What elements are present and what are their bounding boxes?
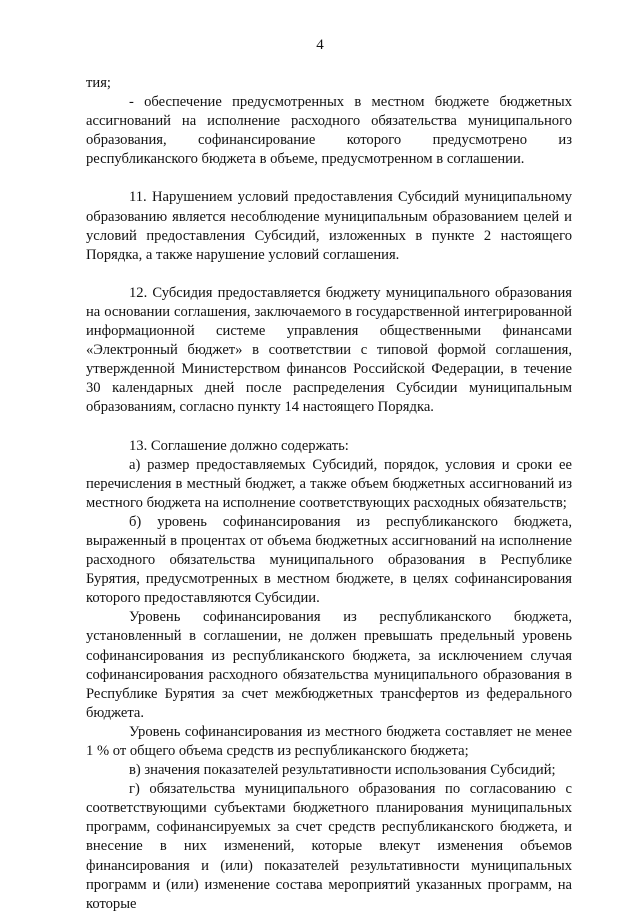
paragraph-item-12: 12. Субсидия предоставляется бюджету муниципального образования на основании соглашения, заключаемого в государственной интегрированной информационной системе управления общественными финансами «Электронный бюджет» в соответствии с типовой формой соглашения, утвержденной Министерством финансов Российской Федерации, в течение 30 календарных дней после распределения Субсидии муниципальным образованиям, согласно пункту 14 настоящего Порядка. [86, 284, 572, 416]
document-body [86, 74, 572, 914]
paragraph-subitem-a: а) размер предоставляемых Субсидий, порядок, условия и сроки ее перечисления в местный бюджет, а также объем бюджетных ассигнований из местного бюджета на исполнение соответствующих расходных обязательств; [86, 456, 572, 511]
page-number: 4 [316, 37, 324, 53]
paragraph-cofinancing-level: Уровень софинансирования из республиканского бюджета, установленный в соглашении, не должен превышать предельный уровень софинансирования из республиканского бюджета, за исключением случая софинансирования расходного обязательства муниципального образования в Республике Бурятия за счет межбюджетных трансфертов из федерального бюджета. [86, 609, 572, 721]
paragraph-gap [86, 418, 572, 437]
paragraph-budget-provision: - обеспечение предусмотренных в местном бюджете бюджетных ассигнований на исполнение расходного обязательства муниципального образования, софинансирование которого предусмотрено из республиканского бюджета в объеме, предусмотренном в соглашении. [86, 94, 572, 168]
paragraph-gap [86, 265, 572, 284]
paragraph-item-11: 11. Нарушением условий предоставления Субсидий муниципальному образованию является несоблюдение муниципальным образованием целей и условий предоставления Субсидий, изложенных в пункте 2 настоящего Порядка, а также нарушение условий соглашения. [86, 189, 572, 263]
paragraph-subitem-b: б) уровень софинансирования из республиканского бюджета, выраженный в процентах от объема бюджетных ассигнований на исполнение расходного обязательства муниципального образования в Республике Бурятия, предусмотренных в местном бюджете, в целях софинансирования которого предоставляются Субсидии. [86, 513, 572, 607]
paragraph-subitem-g: г) обязательства муниципального образования по согласованию с соответствующими субъектами бюджетного планирования муниципальных программ, софинансируемых за счет средств республиканского бюджета, и внесение в них изменений, которые влекут изменения объемов финансирования и (или) показателей результативности муниципальных программ и (или) изменение состава мероприятий указанных программ, на которые [86, 781, 572, 912]
paragraph-gap [86, 169, 572, 188]
paragraph-subitem-v: в) значения показателей результативности использования Субсидий; [129, 762, 556, 779]
paragraph-item-13: 13. Соглашение должно содержать: [129, 437, 349, 454]
paragraph-continuation: тия; [86, 75, 111, 91]
paragraph-local-cofinancing: Уровень софинансирования из местного бюджета составляет не менее 1 % от общего объема средств из республиканского бюджета; [86, 723, 572, 759]
